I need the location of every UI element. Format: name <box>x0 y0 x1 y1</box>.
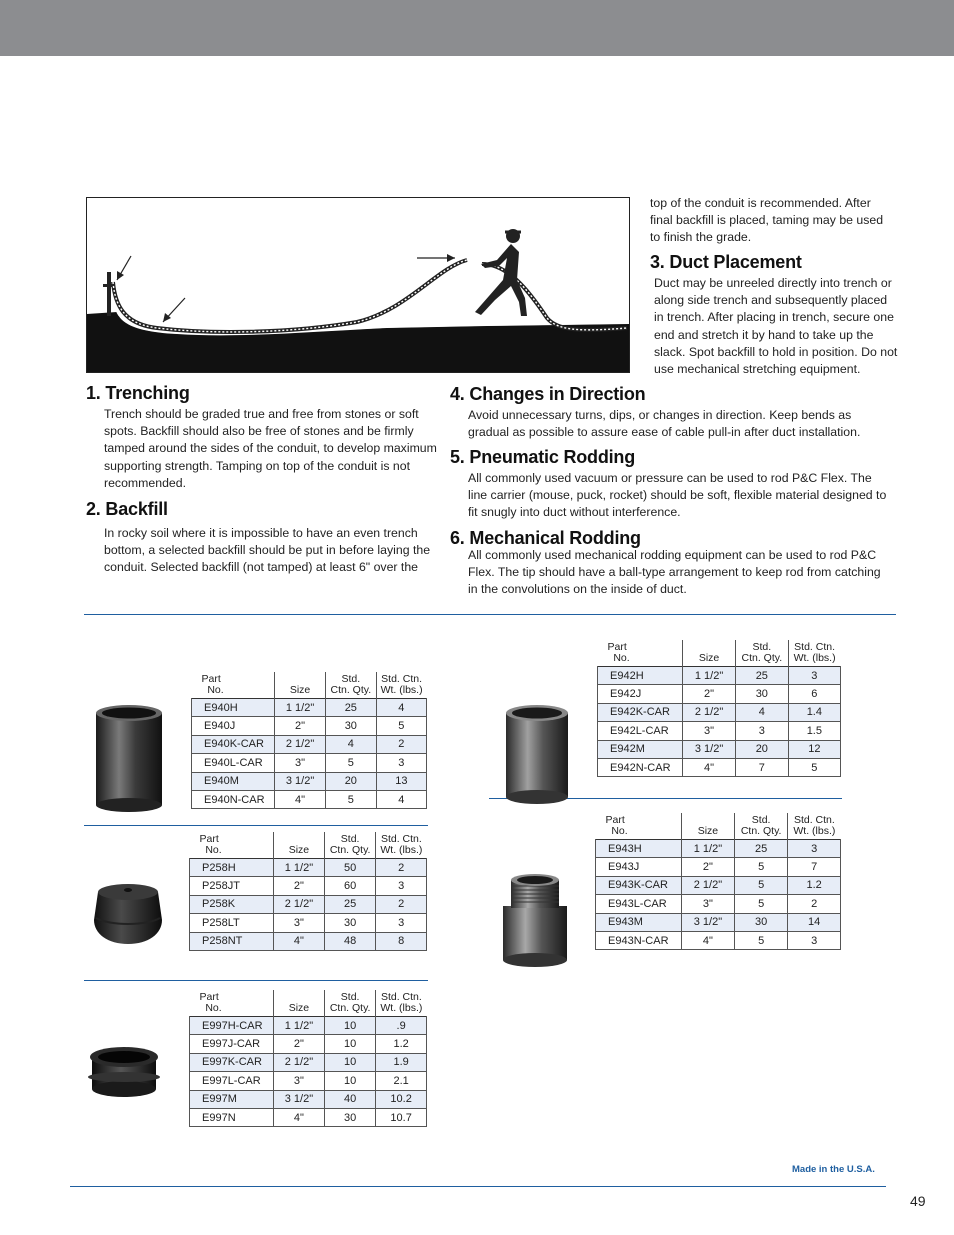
table-row: E942H 1 1/2" 25 3 <box>598 667 841 685</box>
section-backfill <box>86 499 438 577</box>
table-row: E940L-CAR 3" 5 3 <box>192 754 427 772</box>
section-title: 2. Backfill <box>86 499 168 519</box>
table-row: E943N-CAR 4" 5 3 <box>596 931 841 949</box>
product-table-p258 <box>189 832 427 951</box>
col-size: Size <box>683 640 736 667</box>
section-changes-in-direction <box>450 384 890 441</box>
section-mechanical-rodding <box>450 528 890 599</box>
adapter-product-image <box>499 872 571 968</box>
table-row: E940H 1 1/2" 25 4 <box>192 699 427 717</box>
col-ctn-wt: Std. Ctn. Wt. (lbs.) <box>376 832 427 859</box>
intro-continued-text: top of the conduit is recommended. After final backfill is placed, taming may be used to finish the grade. <box>650 196 884 245</box>
section-title: 6. Mechanical Rodding <box>450 528 641 548</box>
table-row: E942K-CAR 2 1/2" 4 1.4 <box>598 703 841 721</box>
col-part-no: Part No. <box>201 673 224 696</box>
table-row: E997J-CAR 2" 10 1.2 <box>190 1035 427 1053</box>
section-body: All commonly used mechanical rodding equipment can be used to rod P&C Flex. The tip should have a ball-type arrangement to keep rod from catching in the convolutions on the inside of duct. <box>468 548 881 597</box>
section-divider <box>84 614 896 615</box>
col-part-no: Part No. <box>199 833 222 856</box>
col-ctn-wt: Std. Ctn. Wt. (lbs.) <box>788 813 841 840</box>
section-body: In rocky soil where it is impossible to have an even trench bottom, a selected backfill should be put in before laying the conduit. Selected backfill (not tamped) at least 6" over the <box>104 526 431 575</box>
table-row: E940M 3 1/2" 20 13 <box>192 772 427 790</box>
table-row: E943L-CAR 3" 5 2 <box>596 895 841 913</box>
col-ctn-qty: Std. Ctn. Qty. <box>325 672 376 699</box>
col-part-no: Part No. <box>199 991 222 1014</box>
section-body: Duct may be unreeled directly into trench or along side trench and subsequently placed in trench. After placing in trench, secure one end and stretch it by hand to take up the slack. Spot backfill to hold in position. Do not use mechanical stretching equipment. <box>654 276 898 377</box>
table-row: E942M 3 1/2" 20 12 <box>598 740 841 758</box>
section-title: 5. Pneumatic Rodding <box>450 447 636 467</box>
col-ctn-wt: Std. Ctn. Wt. (lbs.) <box>788 640 840 667</box>
product-divider <box>84 825 428 826</box>
section-trenching <box>86 383 438 492</box>
made-in-usa-note: Made in the U.S.A. <box>792 1164 875 1175</box>
table-row: E997H-CAR 1 1/2" 10 .9 <box>190 1017 427 1035</box>
col-size: Size <box>273 832 324 859</box>
section-title: 3. Duct Placement <box>650 252 802 272</box>
table-row: E942N-CAR 4" 7 5 <box>598 758 841 776</box>
col-ctn-qty: Std. Ctn. Qty. <box>325 990 376 1017</box>
section-body: All commonly used vacuum or pressure can be used to rod P&C Flex. The line carrier (mouse, puck, rocket) should be soft, flexible material designed to fit snugly into duct without interference. <box>468 471 887 520</box>
table-row: E997N 4" 30 10.7 <box>190 1108 427 1126</box>
table-row: P258JT 2" 60 3 <box>190 877 427 895</box>
section-pneumatic-rodding <box>450 447 890 522</box>
footer-rule <box>70 1186 886 1187</box>
product-table-e997 <box>189 990 427 1127</box>
installation-illustration <box>86 197 630 373</box>
table-row: P258LT 3" 30 3 <box>190 914 427 932</box>
end-bell-product-image <box>86 1045 162 1099</box>
table-row: P258H 1 1/2" 50 2 <box>190 859 427 877</box>
col-size: Size <box>681 813 734 840</box>
col-part-no: Part No. <box>605 814 628 837</box>
table-row: E942L-CAR 3" 3 1.5 <box>598 722 841 740</box>
col-part-no: Part No. <box>607 641 630 664</box>
table-row: E940N-CAR 4" 5 4 <box>192 790 427 808</box>
col-ctn-wt: Std. Ctn. Wt. (lbs.) <box>376 990 427 1017</box>
table-row: E997M 3 1/2" 40 10.2 <box>190 1090 427 1108</box>
table-row: E943K-CAR 2 1/2" 5 1.2 <box>596 876 841 894</box>
table-row: E940J 2" 30 5 <box>192 717 427 735</box>
section-body: Avoid unnecessary turns, dips, or changes in direction. Keep bends as gradual as possible to assure ease of cable pull-in after duct installation. <box>468 408 861 440</box>
coupling-product-image <box>92 703 166 813</box>
product-divider <box>84 980 428 981</box>
col-ctn-qty: Std. Ctn. Qty. <box>735 640 788 667</box>
table-row: E940K-CAR 2 1/2" 4 2 <box>192 735 427 753</box>
table-row: E943H 1 1/2" 25 3 <box>596 840 841 858</box>
table-row: E942J 2" 30 6 <box>598 685 841 703</box>
table-row: E997K-CAR 2 1/2" 10 1.9 <box>190 1053 427 1071</box>
table-row: E943M 3 1/2" 30 14 <box>596 913 841 931</box>
col-size: Size <box>275 672 326 699</box>
table-row: E943J 2" 5 7 <box>596 858 841 876</box>
section-title: 4. Changes in Direction <box>450 384 646 404</box>
page-header-bar <box>0 0 954 56</box>
section-duct-placement <box>650 252 898 378</box>
product-table-e940 <box>191 672 427 809</box>
col-ctn-wt: Std. Ctn. Wt. (lbs.) <box>376 672 426 699</box>
col-ctn-qty: Std. Ctn. Qty. <box>735 813 788 840</box>
product-table-e942 <box>597 640 841 777</box>
page-number: 49 <box>910 1193 926 1209</box>
product-table-e943 <box>595 813 841 950</box>
section-title: 1. Trenching <box>86 383 190 403</box>
table-row: E997L-CAR 3" 10 2.1 <box>190 1072 427 1090</box>
cap-product-image <box>90 880 166 948</box>
col-size: Size <box>273 990 324 1017</box>
section-body: Trench should be graded true and free from stones or soft spots. Backfill should also be free of stones and be firmly tamped around the sides of the conduit, to develop maximum supporting strength. Tamping on top of the conduit is not recommended. <box>104 407 437 490</box>
threaded-coupling-product-image <box>502 703 572 805</box>
table-row: P258K 2 1/2" 25 2 <box>190 895 427 913</box>
col-ctn-qty: Std. Ctn. Qty. <box>325 832 376 859</box>
table-row: P258NT 4" 48 8 <box>190 932 427 950</box>
